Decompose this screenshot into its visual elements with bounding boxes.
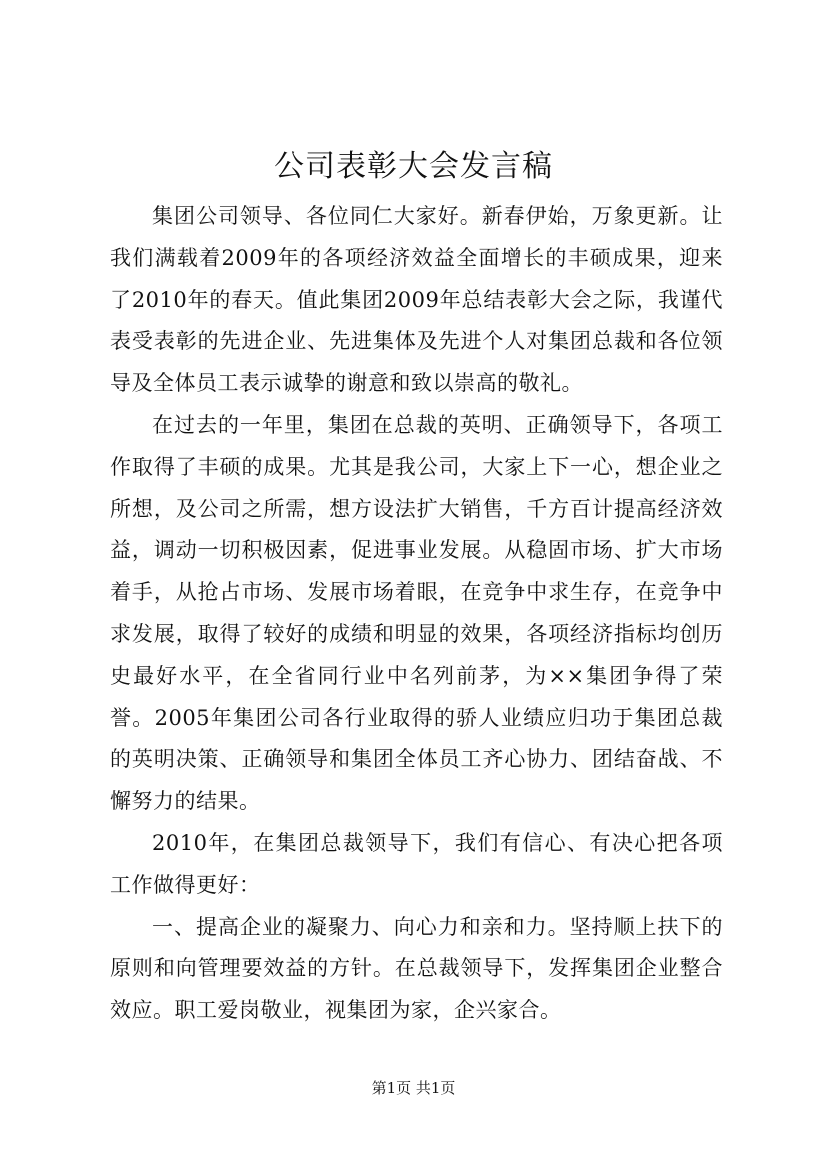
paragraph-outlook: 2010年，在集团总裁领导下，我们有信心、有决心把各项工作做得更好： [110,830,723,897]
document-body [110,196,723,1032]
page-footer: 第1页 共1页 [371,1079,456,1097]
paragraph-point-one: 一、提高企业的凝聚力、向心力和亲和力。坚持顺上扶下的原则和向管理要效益的方针。在总裁领导下，发挥集团企业整合效应。职工爱岗敬业，视集团为家，企兴家合。 [110,914,723,1023]
document-title: 公司表彰大会发言稿 [274,149,553,184]
paragraph-review: 在过去的一年里，集团在总裁的英明、正确领导下，各项工作取得了丰硕的成果。尤其是我公司，大家上下一心，想企业之所想，及公司之所需，想方设法扩大销售，千方百计提高经济效益，调动一切积极因素，促进事业发展。从稳固市场、扩大市场着手，从抢占市场、发展市场着眼，在竞争中求生存，在竞争中求发展，取得了较好的成绩和明显的效果，各项经济指标均创历史最好水平，在全省同行业中名列前茅，为××集团争得了荣誉。2005年集团公司各行业取得的骄人业绩应归功于集团总裁的英明决策、正确领导和集团全体员工齐心协力、团结奋战、不懈努力的结果。 [110,412,723,814]
paragraph-greeting: 集团公司领导、各位同仁大家好。新春伊始，万象更新。让我们满载着2009年的各项经济效益全面增长的丰硕成果，迎来了2010年的春天。值此集团2009年总结表彰大会之际，我谨代表受表彰的先进企业、先进集体及先进个人对集团总裁和各位领导及全体员工表示诚挚的谢意和致以崇高的敬礼。 [110,204,723,396]
